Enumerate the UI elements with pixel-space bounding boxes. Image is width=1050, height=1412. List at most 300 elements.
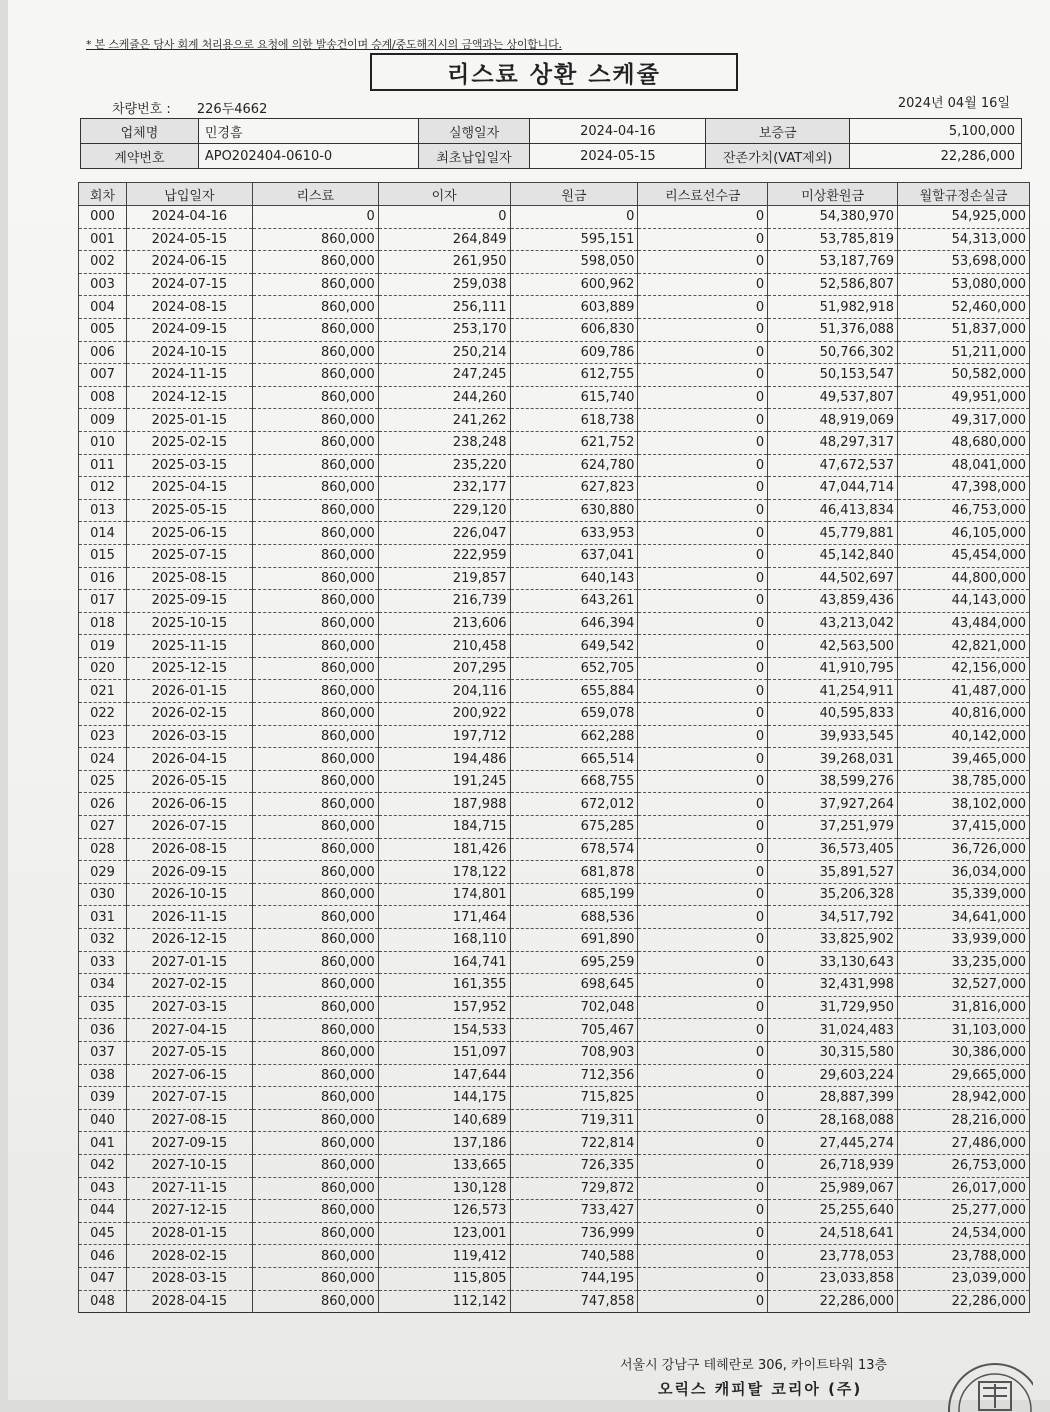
table-cell: 2024-06-15 [126, 251, 252, 274]
table-row [79, 1019, 1030, 1042]
table-cell: 261,950 [378, 251, 510, 274]
table-cell: 860,000 [252, 499, 378, 522]
table-cell: 54,313,000 [898, 228, 1030, 251]
table-cell: 022 [79, 703, 127, 726]
table-cell: 612,755 [510, 364, 638, 387]
table-cell: 0 [638, 1064, 768, 1087]
table-cell: 860,000 [252, 680, 378, 703]
table-cell: 22,286,000 [768, 1290, 898, 1313]
table-row [79, 1177, 1030, 1200]
table-row [79, 703, 1030, 726]
table-cell: 044 [79, 1200, 127, 1223]
table-cell: 655,884 [510, 680, 638, 703]
table-cell: 115,805 [378, 1267, 510, 1290]
table-cell: 2027-10-15 [126, 1154, 252, 1177]
table-cell: 25,277,000 [898, 1200, 1030, 1223]
table-cell: 40,142,000 [898, 725, 1030, 748]
table-cell: 49,317,000 [898, 409, 1030, 432]
deposit-label: 보증금 [706, 119, 850, 144]
table-cell: 247,245 [378, 364, 510, 387]
company-address: 서울시 강남구 테헤란로 306, 카이트타워 13층 [620, 1358, 888, 1373]
table-cell: 0 [638, 703, 768, 726]
table-cell: 44,502,697 [768, 567, 898, 590]
table-cell: 54,925,000 [898, 206, 1030, 229]
table-cell: 719,311 [510, 1109, 638, 1132]
table-cell: 0 [638, 906, 768, 929]
table-cell: 2025-12-15 [126, 657, 252, 680]
table-cell: 46,413,834 [768, 499, 898, 522]
table-cell: 860,000 [252, 974, 378, 997]
column-header: 원금 [510, 183, 638, 206]
table-cell: 712,356 [510, 1064, 638, 1087]
table-cell: 662,288 [510, 725, 638, 748]
table-cell: 668,755 [510, 770, 638, 793]
table-row [79, 499, 1030, 522]
table-cell: 643,261 [510, 590, 638, 613]
table-cell: 747,858 [510, 1290, 638, 1313]
table-cell: 2027-09-15 [126, 1132, 252, 1155]
table-cell: 46,753,000 [898, 499, 1030, 522]
table-cell: 35,206,328 [768, 883, 898, 906]
table-cell: 030 [79, 883, 127, 906]
exec-date-label: 실행일자 [418, 119, 530, 144]
table-cell: 38,599,276 [768, 770, 898, 793]
table-cell: 41,910,795 [768, 657, 898, 680]
table-cell: 688,536 [510, 906, 638, 929]
table-row [79, 477, 1030, 500]
table-cell: 012 [79, 477, 127, 500]
table-cell: 2024-12-15 [126, 386, 252, 409]
table-cell: 0 [638, 296, 768, 319]
table-row [79, 996, 1030, 1019]
table-cell: 35,891,527 [768, 861, 898, 884]
table-cell: 009 [79, 409, 127, 432]
table-cell: 33,235,000 [898, 951, 1030, 974]
table-cell: 33,939,000 [898, 929, 1030, 952]
table-cell: 860,000 [252, 1267, 378, 1290]
table-cell: 0 [638, 1087, 768, 1110]
table-cell: 005 [79, 318, 127, 341]
table-cell: 191,245 [378, 770, 510, 793]
table-row [79, 838, 1030, 861]
table-cell: 860,000 [252, 861, 378, 884]
table-row [79, 590, 1030, 613]
table-cell: 29,665,000 [898, 1064, 1030, 1087]
table-cell: 860,000 [252, 1177, 378, 1200]
table-cell: 633,953 [510, 522, 638, 545]
table-row [79, 1290, 1030, 1313]
table-cell: 53,698,000 [898, 251, 1030, 274]
table-cell: 018 [79, 612, 127, 635]
table-cell: 23,033,858 [768, 1267, 898, 1290]
table-cell: 048 [79, 1290, 127, 1313]
table-cell: 0 [638, 364, 768, 387]
table-cell: 042 [79, 1154, 127, 1177]
table-cell: 860,000 [252, 838, 378, 861]
table-row [79, 409, 1030, 432]
table-cell: 0 [638, 1041, 768, 1064]
table-cell: 0 [638, 1200, 768, 1223]
table-cell: 860,000 [252, 1019, 378, 1042]
print-date: 2024년 04월 16일 [897, 96, 1010, 111]
table-cell: 0 [638, 1154, 768, 1177]
table-cell: 011 [79, 454, 127, 477]
table-cell: 618,738 [510, 409, 638, 432]
table-cell: 733,427 [510, 1200, 638, 1223]
table-cell: 37,927,264 [768, 793, 898, 816]
table-cell: 2024-11-15 [126, 364, 252, 387]
table-cell: 2026-10-15 [126, 883, 252, 906]
table-cell: 39,933,545 [768, 725, 898, 748]
table-cell: 2025-02-15 [126, 431, 252, 454]
table-cell: 860,000 [252, 703, 378, 726]
column-header: 리스료선수금 [638, 183, 768, 206]
table-cell: 0 [638, 431, 768, 454]
table-cell: 0 [638, 1290, 768, 1313]
table-cell: 736,999 [510, 1222, 638, 1245]
table-cell: 161,355 [378, 974, 510, 997]
table-cell: 0 [638, 477, 768, 500]
table-cell: 253,170 [378, 318, 510, 341]
table-cell: 46,105,000 [898, 522, 1030, 545]
table-cell: 004 [79, 296, 127, 319]
table-cell: 2027-12-15 [126, 1200, 252, 1223]
table-cell: 860,000 [252, 318, 378, 341]
table-cell: 024 [79, 748, 127, 771]
table-cell: 2024-10-15 [126, 341, 252, 364]
column-header: 리스료 [252, 183, 378, 206]
table-cell: 47,044,714 [768, 477, 898, 500]
table-cell: 2027-03-15 [126, 996, 252, 1019]
table-cell: 30,315,580 [768, 1041, 898, 1064]
table-cell: 860,000 [252, 251, 378, 274]
table-cell: 000 [79, 206, 127, 229]
table-row [79, 431, 1030, 454]
table-cell: 627,823 [510, 477, 638, 500]
table-cell: 53,080,000 [898, 273, 1030, 296]
table-cell: 39,465,000 [898, 748, 1030, 771]
table-cell: 695,259 [510, 951, 638, 974]
table-cell: 37,415,000 [898, 816, 1030, 839]
table-cell: 130,128 [378, 1177, 510, 1200]
table-cell: 126,573 [378, 1200, 510, 1223]
table-cell: 39,268,031 [768, 748, 898, 771]
table-row [79, 454, 1030, 477]
table-row [79, 748, 1030, 771]
table-cell: 50,582,000 [898, 364, 1030, 387]
table-row [79, 206, 1030, 229]
table-row [79, 1109, 1030, 1132]
table-cell: 041 [79, 1132, 127, 1155]
table-cell: 016 [79, 567, 127, 590]
first-pay-label: 최초납입일자 [418, 144, 530, 169]
exec-date-value: 2024-04-16 [530, 119, 706, 144]
table-row [79, 906, 1030, 929]
table-cell: 53,785,819 [768, 228, 898, 251]
vendor-value: 민경흠 [198, 119, 418, 144]
table-cell: 0 [638, 228, 768, 251]
table-cell: 2027-04-15 [126, 1019, 252, 1042]
table-cell: 860,000 [252, 228, 378, 251]
table-cell: 23,788,000 [898, 1245, 1030, 1268]
table-cell: 171,464 [378, 906, 510, 929]
table-cell: 031 [79, 906, 127, 929]
table-cell: 41,254,911 [768, 680, 898, 703]
table-cell: 25,989,067 [768, 1177, 898, 1200]
table-cell: 032 [79, 929, 127, 952]
table-cell: 0 [638, 1019, 768, 1042]
table-row [79, 1064, 1030, 1087]
table-cell: 2027-08-15 [126, 1109, 252, 1132]
table-cell: 860,000 [252, 1154, 378, 1177]
table-cell: 2026-03-15 [126, 725, 252, 748]
table-cell: 52,460,000 [898, 296, 1030, 319]
table-cell: 250,214 [378, 341, 510, 364]
table-cell: 119,412 [378, 1245, 510, 1268]
table-cell: 24,534,000 [898, 1222, 1030, 1245]
table-cell: 48,041,000 [898, 454, 1030, 477]
table-cell: 0 [638, 612, 768, 635]
company-seal-icon [943, 1352, 1033, 1412]
table-cell: 040 [79, 1109, 127, 1132]
table-row [79, 544, 1030, 567]
table-cell: 0 [638, 680, 768, 703]
residual-label: 잔존가치(VAT제외) [706, 144, 850, 169]
table-cell: 26,017,000 [898, 1177, 1030, 1200]
table-cell: 0 [638, 725, 768, 748]
table-row [79, 680, 1030, 703]
table-cell: 015 [79, 544, 127, 567]
table-cell: 197,712 [378, 725, 510, 748]
table-cell: 256,111 [378, 296, 510, 319]
table-cell: 2026-02-15 [126, 703, 252, 726]
table-cell: 860,000 [252, 657, 378, 680]
table-cell: 001 [79, 228, 127, 251]
table-cell: 640,143 [510, 567, 638, 590]
table-cell: 241,262 [378, 409, 510, 432]
table-cell: 26,718,939 [768, 1154, 898, 1177]
table-cell: 615,740 [510, 386, 638, 409]
table-cell: 010 [79, 431, 127, 454]
table-cell: 002 [79, 251, 127, 274]
table-cell: 45,779,881 [768, 522, 898, 545]
table-cell: 133,665 [378, 1154, 510, 1177]
table-cell: 31,103,000 [898, 1019, 1030, 1042]
table-cell: 0 [252, 206, 378, 229]
table-cell: 2026-01-15 [126, 680, 252, 703]
table-cell: 860,000 [252, 386, 378, 409]
table-cell: 0 [638, 251, 768, 274]
table-cell: 2024-07-15 [126, 273, 252, 296]
table-cell: 48,919,069 [768, 409, 898, 432]
table-cell: 0 [638, 1222, 768, 1245]
table-cell: 860,000 [252, 296, 378, 319]
table-cell: 017 [79, 590, 127, 613]
table-row [79, 364, 1030, 387]
table-cell: 0 [638, 1109, 768, 1132]
table-cell: 860,000 [252, 883, 378, 906]
table-row [79, 1245, 1030, 1268]
table-cell: 2026-09-15 [126, 861, 252, 884]
table-cell: 860,000 [252, 341, 378, 364]
table-cell: 0 [638, 499, 768, 522]
table-cell: 25,255,640 [768, 1200, 898, 1223]
table-cell: 621,752 [510, 431, 638, 454]
table-cell: 123,001 [378, 1222, 510, 1245]
table-cell: 007 [79, 364, 127, 387]
table-cell: 49,951,000 [898, 386, 1030, 409]
table-cell: 0 [638, 951, 768, 974]
table-cell: 210,458 [378, 635, 510, 658]
table-cell: 36,034,000 [898, 861, 1030, 884]
table-cell: 860,000 [252, 454, 378, 477]
residual-value: 22,286,000 [850, 144, 1022, 169]
table-cell: 54,380,970 [768, 206, 898, 229]
table-cell: 43,859,436 [768, 590, 898, 613]
table-cell: 744,195 [510, 1267, 638, 1290]
table-cell: 0 [638, 273, 768, 296]
table-cell: 003 [79, 273, 127, 296]
table-cell: 0 [638, 318, 768, 341]
document-title: 리스료 상환 스케쥴 [370, 53, 738, 91]
table-cell: 860,000 [252, 590, 378, 613]
table-cell: 147,644 [378, 1064, 510, 1087]
table-row [79, 522, 1030, 545]
table-cell: 0 [638, 770, 768, 793]
table-cell: 151,097 [378, 1041, 510, 1064]
table-cell: 47,398,000 [898, 477, 1030, 500]
table-cell: 53,187,769 [768, 251, 898, 274]
table-cell: 722,814 [510, 1132, 638, 1155]
table-cell: 014 [79, 522, 127, 545]
table-cell: 2025-08-15 [126, 567, 252, 590]
table-cell: 028 [79, 838, 127, 861]
table-cell: 42,156,000 [898, 657, 1030, 680]
first-pay-value: 2024-05-15 [530, 144, 706, 169]
table-cell: 36,726,000 [898, 838, 1030, 861]
table-row [79, 883, 1030, 906]
table-cell: 0 [638, 1267, 768, 1290]
table-cell: 144,175 [378, 1087, 510, 1110]
table-cell: 2026-07-15 [126, 816, 252, 839]
table-cell: 112,142 [378, 1290, 510, 1313]
table-cell: 49,537,807 [768, 386, 898, 409]
table-cell: 2025-07-15 [126, 544, 252, 567]
table-cell: 0 [378, 206, 510, 229]
table-cell: 2026-08-15 [126, 838, 252, 861]
table-cell: 860,000 [252, 770, 378, 793]
table-cell: 137,186 [378, 1132, 510, 1155]
table-cell: 715,825 [510, 1087, 638, 1110]
table-cell: 29,603,224 [768, 1064, 898, 1087]
table-cell: 678,574 [510, 838, 638, 861]
table-cell: 2028-02-15 [126, 1245, 252, 1268]
table-cell: 187,988 [378, 793, 510, 816]
table-cell: 860,000 [252, 1087, 378, 1110]
contract-info-table [80, 118, 1022, 169]
table-cell: 178,122 [378, 861, 510, 884]
table-cell: 860,000 [252, 567, 378, 590]
table-row [79, 1154, 1030, 1177]
table-cell: 0 [638, 635, 768, 658]
table-cell: 0 [638, 544, 768, 567]
table-cell: 2027-02-15 [126, 974, 252, 997]
table-cell: 51,982,918 [768, 296, 898, 319]
table-cell: 860,000 [252, 409, 378, 432]
table-cell: 860,000 [252, 522, 378, 545]
table-cell: 860,000 [252, 431, 378, 454]
table-cell: 637,041 [510, 544, 638, 567]
table-cell: 0 [638, 929, 768, 952]
table-cell: 649,542 [510, 635, 638, 658]
table-row [79, 386, 1030, 409]
schedule-header-row [79, 183, 1030, 206]
table-cell: 38,785,000 [898, 770, 1030, 793]
table-cell: 0 [638, 861, 768, 884]
table-cell: 685,199 [510, 883, 638, 906]
table-cell: 2027-01-15 [126, 951, 252, 974]
table-cell: 2026-06-15 [126, 793, 252, 816]
table-row [79, 1222, 1030, 1245]
table-cell: 22,286,000 [898, 1290, 1030, 1313]
table-cell: 157,952 [378, 996, 510, 1019]
table-row [79, 951, 1030, 974]
table-cell: 860,000 [252, 273, 378, 296]
table-cell: 0 [638, 657, 768, 680]
table-cell: 025 [79, 770, 127, 793]
table-cell: 40,816,000 [898, 703, 1030, 726]
table-cell: 0 [638, 838, 768, 861]
table-cell: 0 [638, 793, 768, 816]
table-cell: 0 [638, 409, 768, 432]
table-cell: 28,216,000 [898, 1109, 1030, 1132]
table-cell: 665,514 [510, 748, 638, 771]
company-name: 오릭스 캐피탈 코리아 (주) [658, 1380, 863, 1398]
table-cell: 860,000 [252, 1064, 378, 1087]
table-cell: 860,000 [252, 1245, 378, 1268]
table-cell: 2024-04-16 [126, 206, 252, 229]
table-cell: 24,518,641 [768, 1222, 898, 1245]
vehicle-number: 226두4662 [196, 102, 268, 117]
table-cell: 2026-11-15 [126, 906, 252, 929]
table-cell: 029 [79, 861, 127, 884]
table-cell: 52,586,807 [768, 273, 898, 296]
table-cell: 2024-05-15 [126, 228, 252, 251]
table-cell: 740,588 [510, 1245, 638, 1268]
contract-label: 계약번호 [81, 144, 199, 169]
table-cell: 2025-11-15 [126, 635, 252, 658]
table-cell: 860,000 [252, 793, 378, 816]
table-row [79, 612, 1030, 635]
table-cell: 50,153,547 [768, 364, 898, 387]
table-cell: 603,889 [510, 296, 638, 319]
table-cell: 0 [638, 522, 768, 545]
table-cell: 860,000 [252, 951, 378, 974]
table-cell: 043 [79, 1177, 127, 1200]
table-cell: 860,000 [252, 477, 378, 500]
table-cell: 154,533 [378, 1019, 510, 1042]
table-cell: 31,024,483 [768, 1019, 898, 1042]
table-cell: 2026-12-15 [126, 929, 252, 952]
table-cell: 860,000 [252, 906, 378, 929]
table-cell: 0 [638, 567, 768, 590]
table-cell: 204,116 [378, 680, 510, 703]
column-header: 미상환원금 [768, 183, 898, 206]
table-cell: 035 [79, 996, 127, 1019]
table-row [79, 1041, 1030, 1064]
table-cell: 860,000 [252, 364, 378, 387]
table-cell: 046 [79, 1245, 127, 1268]
